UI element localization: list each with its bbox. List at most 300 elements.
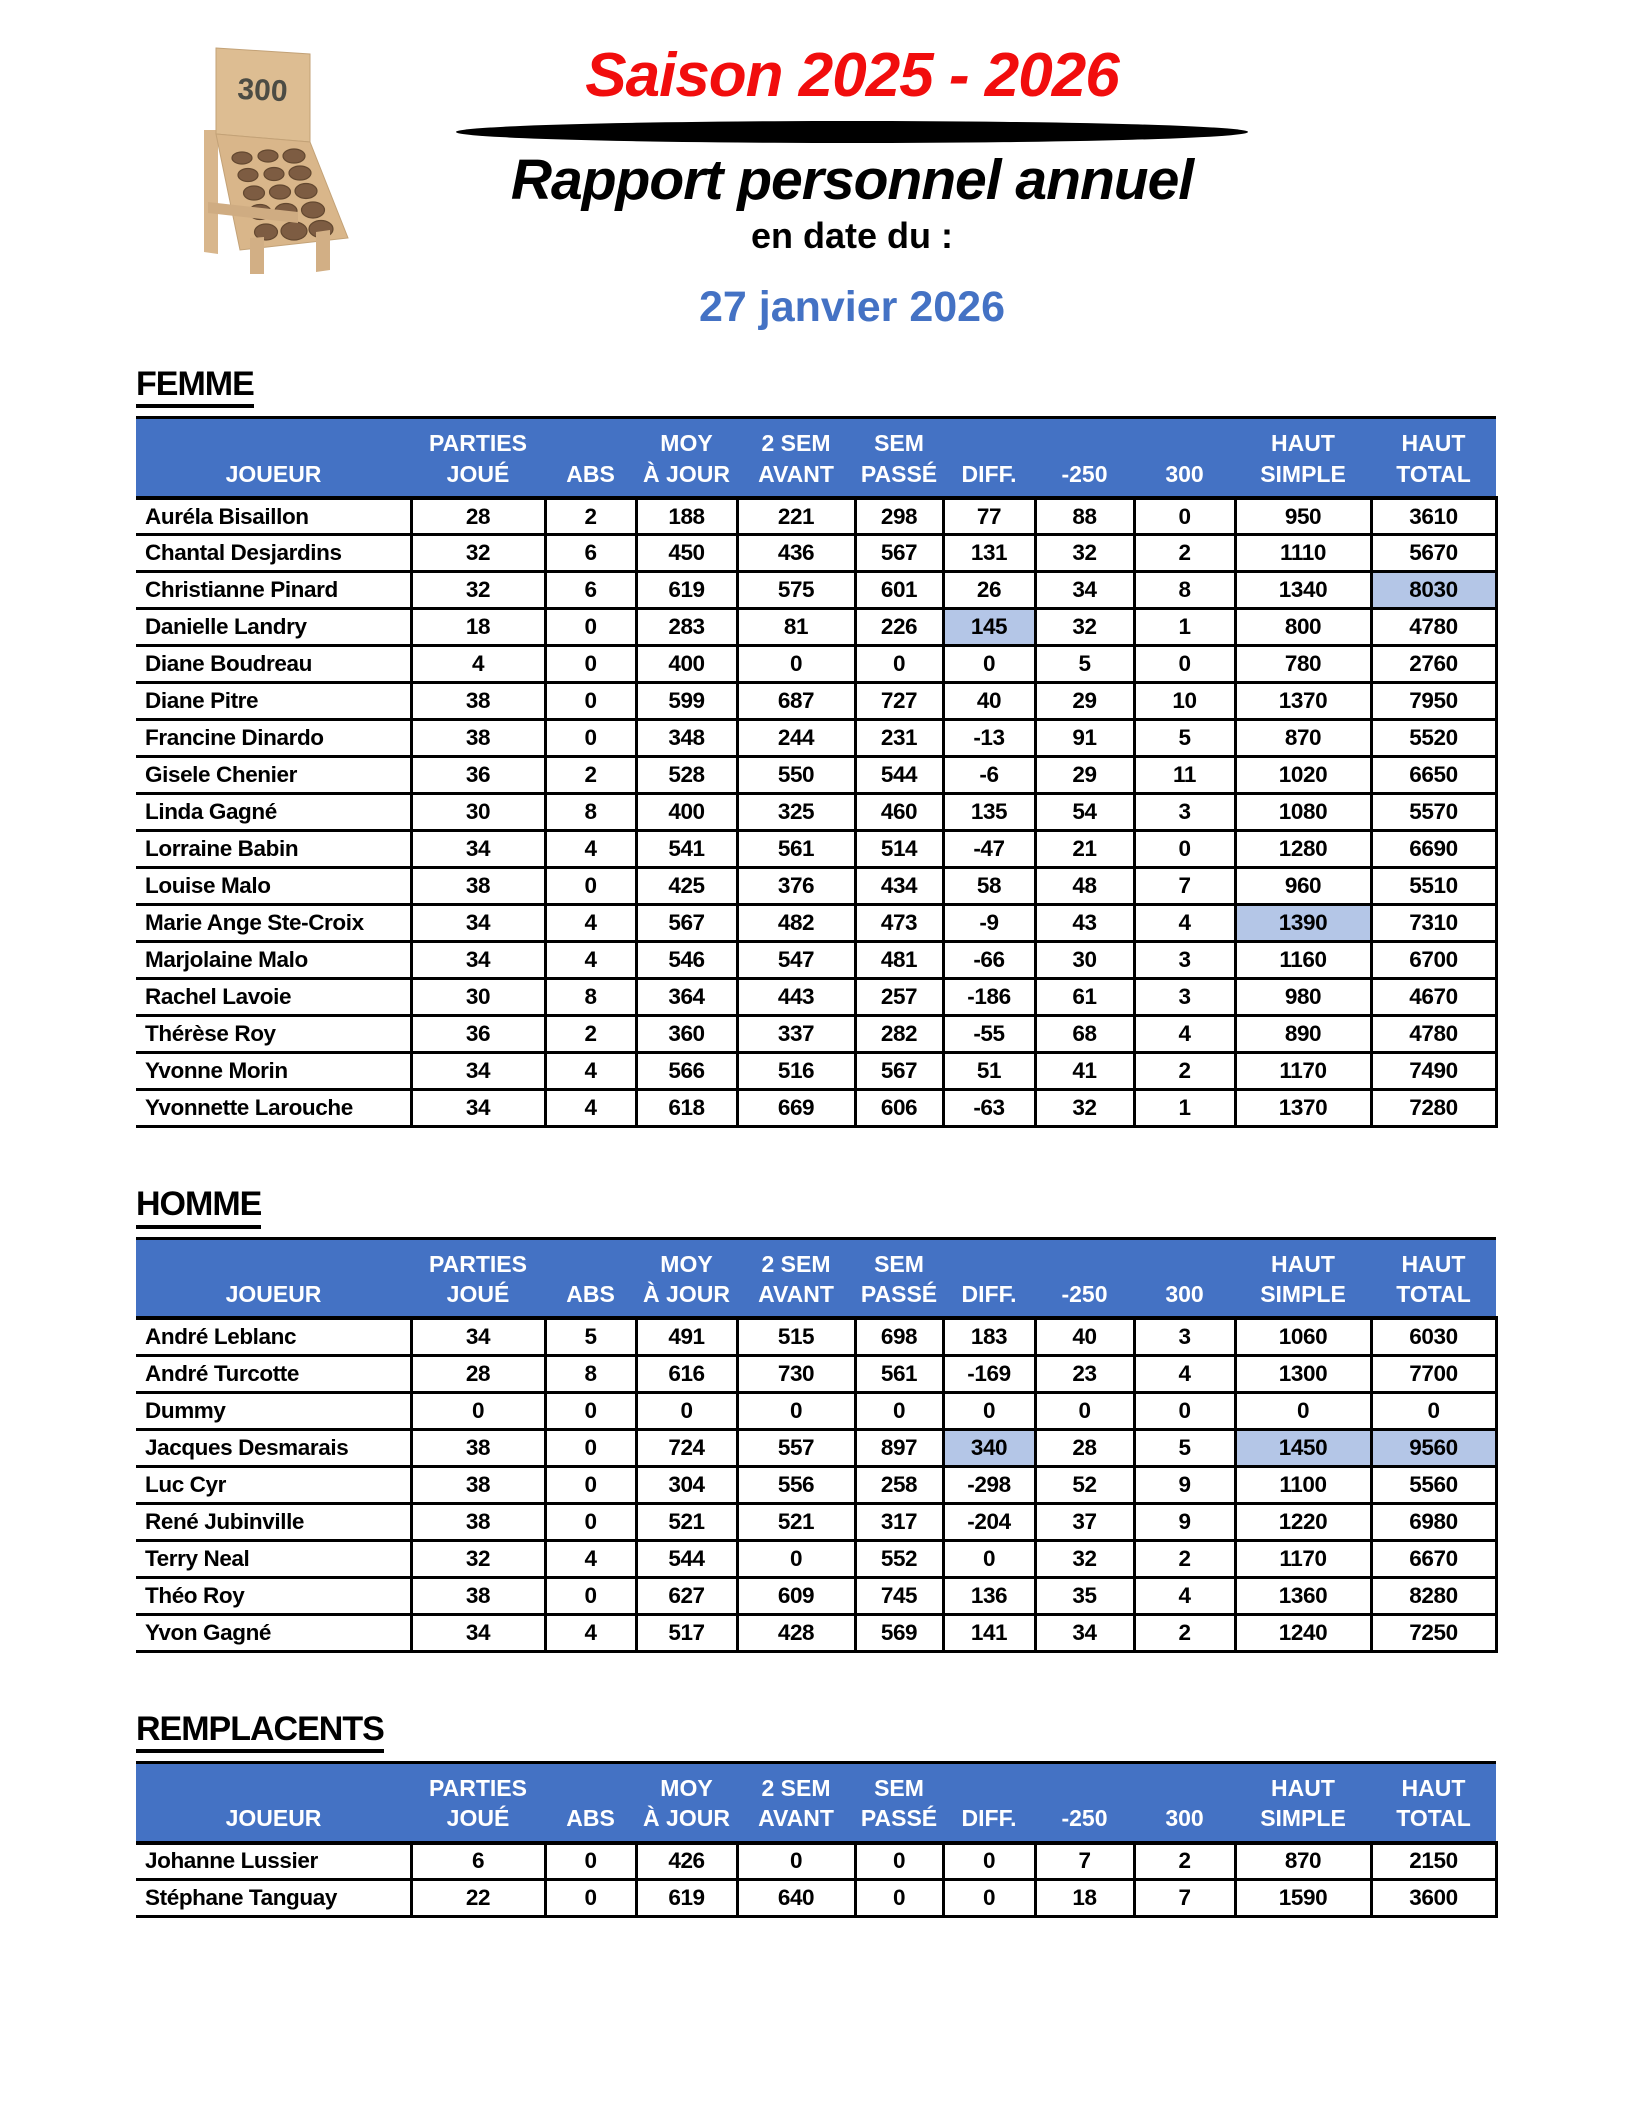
stat-300: 9 (1134, 1503, 1235, 1540)
table-row (136, 1614, 1496, 1651)
stat-haut-total: 2760 (1371, 646, 1496, 683)
stat-sem-passe: 745 (855, 1577, 943, 1614)
stat-moins-250: 43 (1035, 905, 1134, 942)
table-row (136, 831, 1496, 868)
stat-parties-joue: 6 (411, 1843, 545, 1880)
header-row (136, 1763, 1496, 1843)
table-row (136, 757, 1496, 794)
table-row (136, 683, 1496, 720)
stat-sem-passe: 544 (855, 757, 943, 794)
table-row (136, 1053, 1496, 1090)
stat-moins-250: 32 (1035, 1090, 1134, 1127)
column-header-joueur: JOUEUR (136, 1238, 411, 1318)
stat-diff: -66 (943, 942, 1035, 979)
stat-2sem-avant: 550 (737, 757, 855, 794)
stat-sem-passe: 601 (855, 572, 943, 609)
stat-sem-passe: 460 (855, 794, 943, 831)
stat-abs: 0 (545, 683, 636, 720)
stat-haut-total: 5560 (1371, 1466, 1496, 1503)
stat-moins-250: 23 (1035, 1355, 1134, 1392)
stat-300: 5 (1134, 720, 1235, 757)
table-row (136, 1503, 1496, 1540)
column-header-moins-250: -250 (1035, 1238, 1134, 1318)
stat-moins-250: 68 (1035, 1016, 1134, 1053)
stat-300: 5 (1134, 1429, 1235, 1466)
stat-2sem-avant: 337 (737, 1016, 855, 1053)
stat-300: 1 (1134, 1090, 1235, 1127)
stat-2sem-avant: 575 (737, 572, 855, 609)
stats-table-femme (136, 416, 1498, 1128)
stat-300: 2 (1134, 535, 1235, 572)
stat-haut-simple: 780 (1235, 646, 1371, 683)
stat-diff: -204 (943, 1503, 1035, 1540)
stat-haut-total: 6700 (1371, 942, 1496, 979)
stat-moy-a-jour: 627 (636, 1577, 737, 1614)
stat-diff: -298 (943, 1466, 1035, 1503)
report-header (0, 0, 1632, 332)
player-name: Gisele Chenier (136, 757, 411, 794)
stat-sem-passe: 298 (855, 498, 943, 535)
stat-parties-joue: 38 (411, 1429, 545, 1466)
stat-parties-joue: 38 (411, 720, 545, 757)
stat-sem-passe: 0 (855, 646, 943, 683)
stat-parties-joue: 0 (411, 1392, 545, 1429)
stat-diff: 40 (943, 683, 1035, 720)
stats-table-homme (136, 1237, 1498, 1653)
stat-diff: 0 (943, 1392, 1035, 1429)
stat-haut-total: 3610 (1371, 498, 1496, 535)
stat-moy-a-jour: 426 (636, 1843, 737, 1880)
stat-abs: 4 (545, 1053, 636, 1090)
stat-2sem-avant: 0 (737, 1392, 855, 1429)
stat-sem-passe: 231 (855, 720, 943, 757)
column-header-sem-passe: SEM PASSÉ (855, 1238, 943, 1318)
column-header-2sem-avant: 2 SEM AVANT (737, 1238, 855, 1318)
player-name: Yvon Gagné (136, 1614, 411, 1651)
table-row (136, 905, 1496, 942)
stat-diff: 0 (943, 1880, 1035, 1917)
stat-diff: 51 (943, 1053, 1035, 1090)
stat-haut-total: 8280 (1371, 1577, 1496, 1614)
stat-2sem-avant: 640 (737, 1880, 855, 1917)
stat-300: 2 (1134, 1540, 1235, 1577)
stat-abs: 8 (545, 794, 636, 831)
stat-moins-250: 88 (1035, 498, 1134, 535)
stat-haut-total: 0 (1371, 1392, 1496, 1429)
stat-2sem-avant: 0 (737, 1843, 855, 1880)
section-femme (136, 366, 1496, 1128)
stat-2sem-avant: 609 (737, 1577, 855, 1614)
stat-parties-joue: 38 (411, 1466, 545, 1503)
player-name: Chantal Desjardins (136, 535, 411, 572)
stat-moins-250: 34 (1035, 572, 1134, 609)
stat-moy-a-jour: 541 (636, 831, 737, 868)
player-name: Louise Malo (136, 868, 411, 905)
table-row (136, 646, 1496, 683)
stat-moins-250: 54 (1035, 794, 1134, 831)
stat-haut-total: 9560 (1371, 1429, 1496, 1466)
stat-300: 3 (1134, 942, 1235, 979)
stat-haut-total: 7700 (1371, 1355, 1496, 1392)
stat-haut-total: 2150 (1371, 1843, 1496, 1880)
stat-diff: 26 (943, 572, 1035, 609)
stat-diff: -63 (943, 1090, 1035, 1127)
stat-haut-simple: 1370 (1235, 683, 1371, 720)
stat-moy-a-jour: 360 (636, 1016, 737, 1053)
stat-parties-joue: 22 (411, 1880, 545, 1917)
stat-300: 11 (1134, 757, 1235, 794)
stat-sem-passe: 727 (855, 683, 943, 720)
stat-sem-passe: 561 (855, 1355, 943, 1392)
column-header-moy-a-jour: MOY À JOUR (636, 1763, 737, 1843)
stat-haut-total: 7950 (1371, 683, 1496, 720)
column-header-haut-total: HAUT TOTAL (1371, 1238, 1496, 1318)
column-header-haut-total: HAUT TOTAL (1371, 418, 1496, 498)
stat-sem-passe: 257 (855, 979, 943, 1016)
table-row (136, 1016, 1496, 1053)
stat-2sem-avant: 325 (737, 794, 855, 831)
stat-300: 7 (1134, 1880, 1235, 1917)
column-header-2sem-avant: 2 SEM AVANT (737, 418, 855, 498)
stat-abs: 6 (545, 572, 636, 609)
column-header-haut-simple: HAUT SIMPLE (1235, 418, 1371, 498)
divider-ellipse (456, 121, 1248, 143)
stat-300: 0 (1134, 831, 1235, 868)
stat-haut-simple: 1280 (1235, 831, 1371, 868)
stat-parties-joue: 36 (411, 1016, 545, 1053)
stat-haut-simple: 1110 (1235, 535, 1371, 572)
stat-moins-250: 41 (1035, 1053, 1134, 1090)
column-header-diff: DIFF. (943, 1763, 1035, 1843)
stat-moins-250: 5 (1035, 646, 1134, 683)
stat-haut-simple: 1590 (1235, 1880, 1371, 1917)
stat-haut-total: 4670 (1371, 979, 1496, 1016)
stats-table-remplacents (136, 1761, 1498, 1918)
stat-parties-joue: 34 (411, 1318, 545, 1355)
header-row (136, 1238, 1496, 1318)
stat-abs: 8 (545, 979, 636, 1016)
player-name: Terry Neal (136, 1540, 411, 1577)
table-row (136, 942, 1496, 979)
stat-parties-joue: 38 (411, 868, 545, 905)
stat-abs: 4 (545, 1614, 636, 1651)
stat-2sem-avant: 730 (737, 1355, 855, 1392)
stat-abs: 8 (545, 1355, 636, 1392)
stat-haut-simple: 1370 (1235, 1090, 1371, 1127)
stat-haut-total: 6980 (1371, 1503, 1496, 1540)
stat-haut-simple: 1360 (1235, 1577, 1371, 1614)
player-name: Thérèse Roy (136, 1016, 411, 1053)
stat-haut-total: 7310 (1371, 905, 1496, 942)
player-name: Lorraine Babin (136, 831, 411, 868)
stat-diff: -9 (943, 905, 1035, 942)
stat-300: 10 (1134, 683, 1235, 720)
stat-haut-simple: 1220 (1235, 1503, 1371, 1540)
stat-moins-250: 91 (1035, 720, 1134, 757)
stat-parties-joue: 32 (411, 572, 545, 609)
column-header-2sem-avant: 2 SEM AVANT (737, 1763, 855, 1843)
table-row (136, 498, 1496, 535)
stat-2sem-avant: 244 (737, 720, 855, 757)
stat-diff: 135 (943, 794, 1035, 831)
stat-moy-a-jour: 425 (636, 868, 737, 905)
stat-diff: 58 (943, 868, 1035, 905)
stat-parties-joue: 18 (411, 609, 545, 646)
stat-abs: 0 (545, 646, 636, 683)
stat-diff: -6 (943, 757, 1035, 794)
section-remplacents (136, 1711, 1496, 1918)
section-title: FEMME (136, 366, 254, 408)
column-header-sem-passe: SEM PASSÉ (855, 418, 943, 498)
stat-parties-joue: 34 (411, 942, 545, 979)
stat-diff: 0 (943, 646, 1035, 683)
stat-abs: 0 (545, 868, 636, 905)
stat-abs: 4 (545, 905, 636, 942)
header-row (136, 418, 1496, 498)
stat-haut-simple: 1100 (1235, 1466, 1371, 1503)
stat-parties-joue: 34 (411, 905, 545, 942)
player-name: Luc Cyr (136, 1466, 411, 1503)
column-header-abs: ABS (545, 1763, 636, 1843)
stat-haut-simple: 980 (1235, 979, 1371, 1016)
stat-2sem-avant: 547 (737, 942, 855, 979)
stat-sem-passe: 606 (855, 1090, 943, 1127)
stat-sem-passe: 317 (855, 1503, 943, 1540)
season-title: Saison 2025 - 2026 (585, 41, 1119, 110)
stat-sem-passe: 567 (855, 535, 943, 572)
stat-haut-total: 6690 (1371, 831, 1496, 868)
stat-moins-250: 30 (1035, 942, 1134, 979)
stat-2sem-avant: 81 (737, 609, 855, 646)
stat-moy-a-jour: 400 (636, 794, 737, 831)
stat-300: 3 (1134, 979, 1235, 1016)
stat-abs: 0 (545, 1503, 636, 1540)
stat-haut-simple: 1020 (1235, 757, 1371, 794)
stat-haut-simple: 870 (1235, 1843, 1371, 1880)
column-header-abs: ABS (545, 418, 636, 498)
stat-moy-a-jour: 544 (636, 1540, 737, 1577)
stat-parties-joue: 38 (411, 1503, 545, 1540)
stat-parties-joue: 4 (411, 646, 545, 683)
player-name: René Jubinville (136, 1503, 411, 1540)
stat-haut-simple: 1080 (1235, 794, 1371, 831)
stat-diff: -13 (943, 720, 1035, 757)
stat-2sem-avant: 556 (737, 1466, 855, 1503)
column-header-300: 300 (1134, 1238, 1235, 1318)
stat-abs: 4 (545, 1090, 636, 1127)
stat-abs: 2 (545, 498, 636, 535)
column-header-moins-250: -250 (1035, 1763, 1134, 1843)
stat-300: 2 (1134, 1053, 1235, 1090)
stat-moy-a-jour: 304 (636, 1466, 737, 1503)
stat-haut-simple: 1450 (1235, 1429, 1371, 1466)
stat-moy-a-jour: 619 (636, 572, 737, 609)
stat-moy-a-jour: 724 (636, 1429, 737, 1466)
stat-300: 7 (1134, 868, 1235, 905)
stat-moy-a-jour: 619 (636, 1880, 737, 1917)
stat-moins-250: 40 (1035, 1318, 1134, 1355)
column-header-moy-a-jour: MOY À JOUR (636, 418, 737, 498)
date-label: en date du : (750, 215, 953, 256)
stat-haut-total: 6030 (1371, 1318, 1496, 1355)
stat-abs: 2 (545, 1016, 636, 1053)
stat-diff: 131 (943, 535, 1035, 572)
column-header-diff: DIFF. (943, 1238, 1035, 1318)
stat-haut-simple: 960 (1235, 868, 1371, 905)
stat-moy-a-jour: 618 (636, 1090, 737, 1127)
stat-300: 2 (1134, 1614, 1235, 1651)
stat-haut-total: 7490 (1371, 1053, 1496, 1090)
stat-diff: 77 (943, 498, 1035, 535)
stat-moins-250: 34 (1035, 1614, 1134, 1651)
stat-parties-joue: 34 (411, 1090, 545, 1127)
stat-moins-250: 32 (1035, 609, 1134, 646)
player-name: Francine Dinardo (136, 720, 411, 757)
stat-haut-simple: 1170 (1235, 1053, 1371, 1090)
table-row (136, 1392, 1496, 1429)
stat-2sem-avant: 521 (737, 1503, 855, 1540)
stat-moins-250: 29 (1035, 757, 1134, 794)
stat-diff: 141 (943, 1614, 1035, 1651)
player-name: Rachel Lavoie (136, 979, 411, 1016)
column-header-haut-total: HAUT TOTAL (1371, 1763, 1496, 1843)
stat-moy-a-jour: 348 (636, 720, 737, 757)
stat-moy-a-jour: 616 (636, 1355, 737, 1392)
column-header-haut-simple: HAUT SIMPLE (1235, 1763, 1371, 1843)
table-row (136, 979, 1496, 1016)
player-name: Johanne Lussier (136, 1843, 411, 1880)
stat-abs: 0 (545, 720, 636, 757)
stat-2sem-avant: 687 (737, 683, 855, 720)
stat-moy-a-jour: 400 (636, 646, 737, 683)
stat-parties-joue: 38 (411, 1577, 545, 1614)
table-row (136, 794, 1496, 831)
column-header-300: 300 (1134, 1763, 1235, 1843)
stat-haut-total: 4780 (1371, 1016, 1496, 1053)
stat-2sem-avant: 557 (737, 1429, 855, 1466)
column-header-parties-joue: PARTIES JOUÉ (411, 1763, 545, 1843)
stat-parties-joue: 30 (411, 794, 545, 831)
stat-2sem-avant: 376 (737, 868, 855, 905)
stat-moins-250: 28 (1035, 1429, 1134, 1466)
stat-diff: -169 (943, 1355, 1035, 1392)
stat-sem-passe: 282 (855, 1016, 943, 1053)
stat-2sem-avant: 443 (737, 979, 855, 1016)
player-name: Yvonnette Larouche (136, 1090, 411, 1127)
stat-diff: 145 (943, 609, 1035, 646)
player-name: André Leblanc (136, 1318, 411, 1355)
table-row (136, 1540, 1496, 1577)
stat-diff: 183 (943, 1318, 1035, 1355)
table-row (136, 1466, 1496, 1503)
stat-haut-total: 6670 (1371, 1540, 1496, 1577)
stat-2sem-avant: 0 (737, 646, 855, 683)
player-name: Danielle Landry (136, 609, 411, 646)
stat-abs: 5 (545, 1318, 636, 1355)
table-row (136, 1318, 1496, 1355)
table-row (136, 535, 1496, 572)
stat-haut-simple: 1390 (1235, 905, 1371, 942)
stat-moy-a-jour: 521 (636, 1503, 737, 1540)
column-header-abs: ABS (545, 1238, 636, 1318)
stat-haut-simple: 890 (1235, 1016, 1371, 1053)
stat-300: 4 (1134, 1577, 1235, 1614)
stat-haut-simple: 950 (1235, 498, 1371, 535)
stat-haut-simple: 0 (1235, 1392, 1371, 1429)
stat-abs: 0 (545, 1577, 636, 1614)
table-row (136, 720, 1496, 757)
stat-parties-joue: 28 (411, 1355, 545, 1392)
stat-2sem-avant: 436 (737, 535, 855, 572)
stat-diff: -55 (943, 1016, 1035, 1053)
stat-abs: 2 (545, 757, 636, 794)
stat-300: 0 (1134, 646, 1235, 683)
stat-diff: -47 (943, 831, 1035, 868)
stat-parties-joue: 36 (411, 757, 545, 794)
stat-moins-250: 29 (1035, 683, 1134, 720)
report-title: Rapport personnel annuel (510, 148, 1194, 212)
table-row (136, 1090, 1496, 1127)
stat-2sem-avant: 428 (737, 1614, 855, 1651)
table-row (136, 1429, 1496, 1466)
column-header-haut-simple: HAUT SIMPLE (1235, 1238, 1371, 1318)
player-name: Christianne Pinard (136, 572, 411, 609)
stat-moy-a-jour: 283 (636, 609, 737, 646)
stat-sem-passe: 473 (855, 905, 943, 942)
stat-300: 8 (1134, 572, 1235, 609)
stat-moy-a-jour: 491 (636, 1318, 737, 1355)
stat-moins-250: 35 (1035, 1577, 1134, 1614)
stat-diff: 0 (943, 1540, 1035, 1577)
stat-parties-joue: 28 (411, 498, 545, 535)
stat-haut-total: 3600 (1371, 1880, 1496, 1917)
stat-abs: 4 (545, 1540, 636, 1577)
stat-haut-total: 5520 (1371, 720, 1496, 757)
stat-moy-a-jour: 566 (636, 1053, 737, 1090)
stat-moins-250: 37 (1035, 1503, 1134, 1540)
stat-parties-joue: 34 (411, 831, 545, 868)
stat-parties-joue: 34 (411, 1614, 545, 1651)
player-name: Jacques Desmarais (136, 1429, 411, 1466)
stat-haut-simple: 1300 (1235, 1355, 1371, 1392)
stat-sem-passe: 569 (855, 1614, 943, 1651)
stat-moins-250: 48 (1035, 868, 1134, 905)
stat-moy-a-jour: 528 (636, 757, 737, 794)
stat-2sem-avant: 482 (737, 905, 855, 942)
stat-2sem-avant: 516 (737, 1053, 855, 1090)
table-row (136, 1843, 1496, 1880)
stat-parties-joue: 30 (411, 979, 545, 1016)
player-name: Auréla Bisaillon (136, 498, 411, 535)
stat-moy-a-jour: 450 (636, 535, 737, 572)
stat-abs: 0 (545, 1880, 636, 1917)
stat-sem-passe: 258 (855, 1466, 943, 1503)
stat-haut-total: 7280 (1371, 1090, 1496, 1127)
player-name: Dummy (136, 1392, 411, 1429)
stat-300: 4 (1134, 1355, 1235, 1392)
stat-moins-250: 0 (1035, 1392, 1134, 1429)
stat-abs: 0 (545, 609, 636, 646)
stat-abs: 4 (545, 831, 636, 868)
date-value: 27 janvier 2026 (698, 283, 1006, 331)
stat-moy-a-jour: 0 (636, 1392, 737, 1429)
section-homme (136, 1186, 1496, 1652)
stat-haut-simple: 1170 (1235, 1540, 1371, 1577)
table-row (136, 1880, 1496, 1917)
table-row (136, 868, 1496, 905)
board-score-label: 300 (236, 72, 289, 109)
stat-haut-total: 5510 (1371, 868, 1496, 905)
